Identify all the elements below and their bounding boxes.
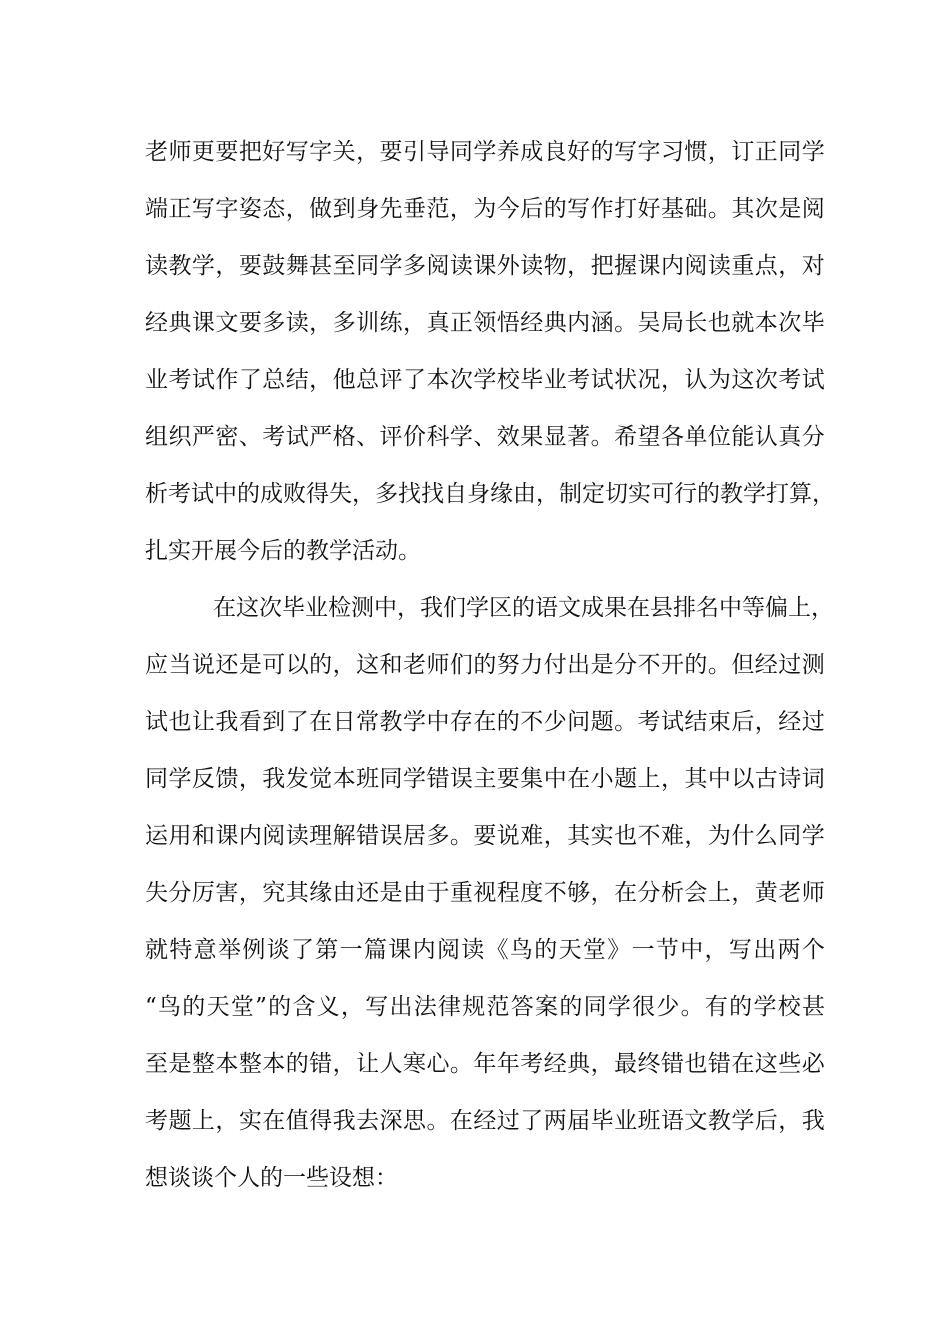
paragraph-2-line-7: 就 特 意 举 例 谈 了 第 一 篇 课 内 阅 读 《 鸟 的 天 堂 》 一 节 中 ， 写 出 两 个 <box>145 937 825 963</box>
paragraph-1-line-7: 析 考 试 中 的 成 败 得 失 ， 多 找 找 自 身 缘 由 ， 制 定 切 实 可 行 的 教 学 打 算 ， <box>145 481 835 507</box>
paragraph-1-line-1: 老 师 更 要 把 好 写 字 关 ， 要 引 导 同 学 养 成 良 好 的 写 字 习 惯 ， 订 正 同 学 <box>145 139 825 165</box>
paragraph-2-line-11: 想谈谈个人的一些设想： <box>145 1165 398 1191</box>
paragraph-1-line-4: 经 典 课 文 要 多 读 ， 多 训 练 ， 真 正 领 悟 经 典 内 涵 。 吴 局 长 也 就 本 次 毕 <box>145 310 825 336</box>
paragraph-2-line-4: 同 学 反 馈 ， 我 发 觉 本 班 同 学 错 误 主 要 集 中 在 小 题 上 ， 其 中 以 古 诗 词 <box>145 766 825 792</box>
paragraph-2-line-5: 运 用 和 课 内 阅 读 理 解 错 误 居 多 。 要 说 难 ， 其 实 也 不 难 ， 为 什 么 同 学 <box>145 823 825 849</box>
paragraph-1-line-3: 读 教 学 ， 要 鼓 舞 甚 至 同 学 多 阅 读 课 外 读 物 ， 把 握 课 内 阅 读 重 点 ， 对 <box>145 253 825 279</box>
paragraph-1-line-2: 端 正 写 字 姿 态 ， 做 到 身 先 垂 范 ， 为 今 后 的 写 作 打 好 基 础 。 其 次 是 阅 <box>145 196 825 222</box>
paragraph-2-line-6: 失 分 厉 害 ， 究 其 缘 由 还 是 由 于 重 视 程 度 不 够 ， 在 分 析 会 上 ， 黄 老 师 <box>145 880 825 906</box>
paragraph-2-line-1: 在 这 次 毕 业 检 测 中 ， 我 们 学 区 的 语 文 成 果 在 县 排 名 中 等 偏 上 ， <box>213 595 834 621</box>
paragraph-2-line-3: 试 也 让 我 看 到 了 在 日 常 教 学 中 存 在 的 不 少 问 题 。 考 试 结 束 后 ， 经 过 <box>145 709 825 735</box>
paragraph-2-line-2: 应 当 说 还 是 可 以 的 ， 这 和 老 师 们 的 努 力 付 出 是 分 不 开 的 。 但 经 过 测 <box>145 652 825 678</box>
paragraph-1-line-5: 业 考 试 作 了 总 结 ， 他 总 评 了 本 次 学 校 毕 业 考 试 状 况 ， 认 为 这 次 考 试 <box>145 367 825 393</box>
paragraph-2-line-10: 考 题 上 ， 实 在 值 得 我 去 深 思 。 在 经 过 了 两 届 毕 业 班 语 文 教 学 后 ， 我 <box>145 1108 825 1134</box>
paragraph-2-line-8: “ 鸟 的 天 堂 ” 的 含 义 ， 写 出 法 律 规 范 答 案 的 同 学 很 少 。 有 的 学 校 甚 <box>145 994 825 1020</box>
paragraph-1-line-6: 组 织 严 密 、 考 试 严 格 、 评 价 科 学 、 效 果 显 著 。 希 望 各 单 位 能 认 真 分 <box>145 424 825 450</box>
paragraph-2-line-9: 至 是 整 本 整 本 的 错 ， 让 人 寒 心 。 年 年 考 经 典 ， 最 终 错 也 错 在 这 些 必 <box>145 1051 825 1077</box>
paragraph-1-line-8: 扎实开展今后的教学活动。 <box>145 538 421 564</box>
